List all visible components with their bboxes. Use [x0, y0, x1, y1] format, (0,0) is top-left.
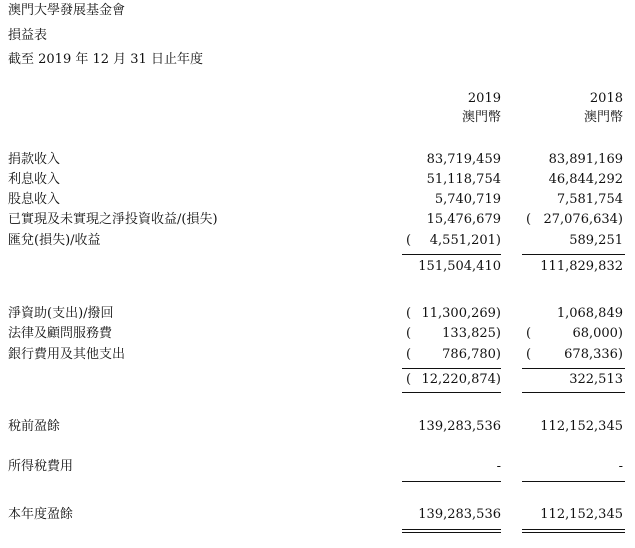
subtotal-rule-2018: [522, 368, 625, 369]
row-value-2019: 133,825): [442, 326, 501, 341]
subtotal-rule-2018: [522, 254, 625, 255]
column-currency-2019: 澳門幣: [461, 110, 501, 125]
net-surplus-2019: 139,283,536: [418, 507, 501, 522]
subtotal-rule-2018: [522, 481, 625, 482]
row-label: 本年度盈餘: [8, 507, 74, 522]
row-value-2018: 678,336): [564, 347, 623, 362]
open-paren: (: [526, 212, 532, 227]
row-label: 稅前盈餘: [8, 419, 61, 434]
row-value-2018: 83,891,169: [548, 152, 623, 167]
organization-name: 澳門大學發展基金會: [8, 3, 126, 18]
row-value-2018: 7,581,754: [556, 192, 623, 207]
row-value-2018: 112,152,345: [540, 419, 623, 434]
row-label: 銀行費用及其他支出: [8, 347, 126, 362]
column-year-2019: 2019: [467, 91, 501, 106]
row-value-2018: 1,068,849: [556, 306, 623, 321]
row-value-2019: 15,476,679: [426, 212, 501, 227]
income-subtotal-2018: 111,829,832: [540, 259, 623, 274]
row-value-2019: 4,551,201): [429, 233, 501, 248]
open-paren: (: [526, 347, 532, 362]
row-value-2018: 589,251: [569, 233, 623, 248]
subtotal-rule-2019: [402, 481, 501, 482]
row-value-2018: 68,000): [572, 326, 623, 341]
row-label: 淨資助(支出)/撥回: [8, 306, 114, 321]
open-paren: (: [406, 306, 412, 321]
row-value-2019: 51,118,754: [426, 172, 501, 187]
reporting-period: 截至 2019 年 12 月 31 日止年度: [8, 52, 203, 67]
income-subtotal-2019: 151,504,410: [418, 259, 501, 274]
row-label: 股息收入: [8, 192, 61, 207]
column-year-2018: 2018: [589, 91, 623, 106]
row-value-2019: 83,719,459: [426, 152, 501, 167]
subtotal-rule-2019: [402, 254, 501, 255]
row-label: 匯兌(損失)/收益: [8, 233, 101, 248]
total-rule-2019: [402, 529, 501, 530]
row-label: 捐款收入: [8, 152, 61, 167]
subtotal-rule-2019: [402, 392, 501, 393]
statement-title: 損益表: [8, 28, 48, 43]
row-value-2019: 11,300,269): [421, 306, 501, 321]
total-rule-2019: [402, 532, 501, 533]
open-paren: (: [406, 233, 412, 248]
expense-subtotal-2018: 322,513: [569, 372, 623, 387]
total-rule-2018: [522, 532, 625, 533]
row-value-2019: 5,740,719: [434, 192, 501, 207]
row-label: 利息收入: [8, 172, 61, 187]
row-value-2019: 786,780): [442, 347, 501, 362]
open-paren: (: [406, 347, 412, 362]
row-value-2018: 27,076,634): [543, 212, 623, 227]
column-currency-2018: 澳門幣: [583, 110, 623, 125]
row-label: 所得稅費用: [8, 459, 74, 474]
row-value-2019: 139,283,536: [418, 419, 501, 434]
open-paren: (: [406, 372, 412, 387]
subtotal-rule-2018: [522, 392, 625, 393]
open-paren: (: [406, 326, 412, 341]
expense-subtotal-2019: 12,220,874): [421, 372, 501, 387]
open-paren: (: [526, 326, 532, 341]
row-value-2018: 46,844,292: [548, 172, 623, 187]
subtotal-rule-2019: [402, 368, 501, 369]
row-label: 已實現及未實現之淨投資收益/(損失): [8, 212, 218, 227]
net-surplus-2018: 112,152,345: [540, 507, 623, 522]
row-value-2018: -: [618, 459, 623, 474]
total-rule-2018: [522, 529, 625, 530]
row-value-2019: -: [496, 459, 501, 474]
row-label: 法律及顧問服務費: [8, 326, 113, 341]
